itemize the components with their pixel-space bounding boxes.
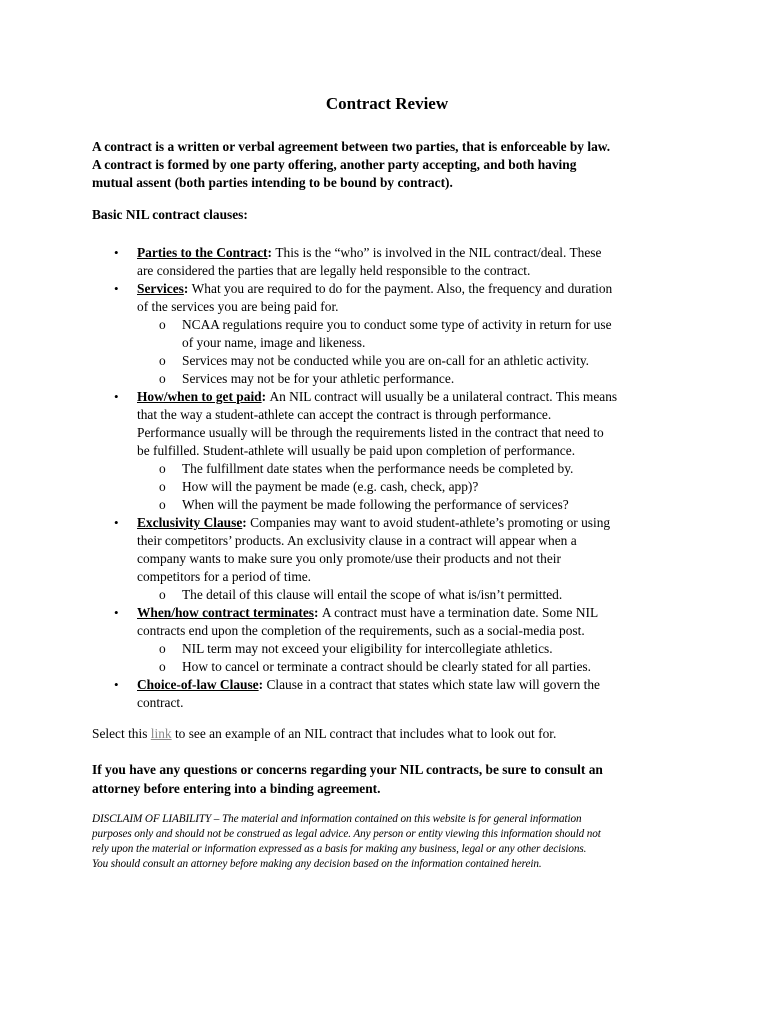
sub-point-item (137, 370, 682, 388)
clause-term: Parties to the Contract (137, 245, 268, 260)
clause-text-line: their competitors’ products. An exclusivity clause in a contract will appear when a (137, 533, 577, 548)
disclaimer-line: rely upon the material or information expressed as a basis for making any business, legal or any other decisions. (92, 843, 587, 855)
clause-text-line: contracts end upon the completion of the requirements, such as a social-media post. (137, 623, 585, 638)
circle-bullet-icon: o (159, 587, 166, 602)
sub-point-text: Services may not be conducted while you are on-call for an athletic activity. (182, 353, 590, 368)
sub-point-text: NCAA regulations require you to conduct some type of activity in return for use (182, 317, 612, 332)
circle-bullet-icon: o (159, 641, 166, 656)
bullet-icon: • (114, 515, 119, 530)
clauses-heading: Basic NIL contract clauses: (92, 207, 248, 222)
sub-point-item (137, 316, 682, 352)
clause-text-line: Performance usually will be through the requirements listed in the contract that need to (137, 425, 604, 440)
clause-text: What you are required to do for the payment. Also, the frequency and duration (191, 281, 613, 296)
sub-point-text: NIL term may not exceed your eligibility for intercollegiate athletics. (182, 641, 553, 656)
clause-text-line: that the way a student-athlete can accept the contract is through performance. (137, 407, 552, 422)
sub-point-list (137, 316, 682, 388)
sub-point-list (137, 460, 682, 514)
clause-term: Choice-of-law Clause (137, 677, 259, 692)
example-link-paragraph (92, 725, 682, 743)
clause-first-line: Choice-of-law Clause: Clause in a contract that states which state law will govern the (137, 677, 600, 692)
sub-point-list (137, 640, 682, 676)
circle-bullet-icon: o (159, 479, 166, 494)
sub-point-text: When will the payment be made following the performance of services? (182, 497, 569, 512)
clause-first-line: When/how contract terminates: A contract must have a termination date. Some NIL (137, 605, 599, 620)
intro-line: A contract is a written or verbal agreement between two parties, that is enforceable by law. (92, 139, 611, 154)
clause-text: This is the “who” is involved in the NIL contract/deal. These (275, 245, 602, 260)
consult-line: If you have any questions or concerns regarding your NIL contracts, be sure to consult an (92, 762, 603, 777)
circle-bullet-icon: o (159, 371, 166, 386)
clause-first-line: Exclusivity Clause: Companies may want to avoid student-athlete’s promoting or using (137, 515, 611, 530)
circle-bullet-icon: o (159, 497, 166, 512)
clause-first-line: Services: What you are required to do for the payment. Also, the frequency and duration (137, 281, 613, 296)
bullet-icon: • (114, 281, 119, 296)
circle-bullet-icon: o (159, 461, 166, 476)
clause-text-line: company wants to make sure you only promote/use their products and not their (137, 551, 561, 566)
sub-point-item (137, 586, 682, 604)
sub-point-text: How to cancel or terminate a contract should be clearly stated for all parties. (182, 659, 591, 674)
clause-text: Clause in a contract that states which state law will govern the (266, 677, 600, 692)
disclaimer-line: You should consult an attorney before making any decision based on the information contained herein. (92, 858, 542, 870)
consult-attorney-notice (92, 760, 682, 798)
sub-point-list (137, 586, 682, 604)
clause-item (92, 604, 682, 676)
consult-line: attorney before entering into a binding agreement. (92, 781, 381, 796)
sub-point-item (137, 640, 682, 658)
disclaimer-line: DISCLAIM OF LIABILITY – The material and information contained on this website is for general information (92, 813, 582, 825)
clause-text: Companies may want to avoid student-athlete’s promoting or using (250, 515, 611, 530)
sub-point-text: of your name, image and likeness. (182, 335, 366, 350)
sub-point-item (137, 496, 682, 514)
clause-text-line: are considered the parties that are legally held responsible to the contract. (137, 263, 531, 278)
clause-text-line: be fulfilled. Student-athlete will usually be paid upon completion of performance. (137, 443, 576, 458)
clause-item (92, 514, 682, 604)
clause-text-line: of the services you are being paid for. (137, 299, 339, 314)
bullet-icon: • (114, 677, 119, 692)
sub-point-text: Services may not be for your athletic performance. (182, 371, 455, 386)
example-contract-link[interactable]: link (150, 726, 172, 741)
clause-list (92, 244, 682, 712)
sub-point-text: The detail of this clause will entail the scope of what is/isn’t permitted. (182, 587, 563, 602)
clause-item (92, 676, 682, 712)
page-title: Contract Review (325, 94, 449, 113)
clause-item (92, 388, 682, 514)
clause-first-line: Parties to the Contract: This is the “who” is involved in the NIL contract/deal. These (137, 245, 602, 260)
clause-text: An NIL contract will usually be a unilateral contract. This means (269, 389, 618, 404)
clause-term: Exclusivity Clause (137, 515, 243, 530)
bullet-icon: • (114, 389, 119, 404)
intro-paragraph (92, 138, 682, 192)
clause-first-line: How/when to get paid: An NIL contract will usually be a unilateral contract. This means (137, 389, 618, 404)
disclaimer-line: purposes only and should not be construed as legal advice. Any person or entity viewing this information should not (92, 828, 601, 840)
bullet-icon: • (114, 605, 119, 620)
sub-point-item (137, 658, 682, 676)
clause-item (92, 280, 682, 388)
clause-text: A contract must have a termination date. Some NIL (321, 605, 599, 620)
circle-bullet-icon: o (159, 659, 166, 674)
intro-line: mutual assent (both parties intending to be bound by contract). (92, 175, 453, 190)
clause-term: Services (137, 281, 184, 296)
sub-point-text: How will the payment be made (e.g. cash, check, app)? (182, 479, 479, 494)
clause-text-line: contract. (137, 695, 184, 710)
sub-point-item (137, 352, 682, 370)
intro-line: A contract is formed by one party offering, another party accepting, and both having (92, 157, 577, 172)
clause-term: How/when to get paid (137, 389, 262, 404)
sub-point-text: The fulfillment date states when the performance needs be completed by. (182, 461, 574, 476)
example-link-text-after: to see an example of an NIL contract that includes what to look out for. (171, 726, 557, 741)
liability-disclaimer (92, 812, 682, 872)
clause-text-line: competitors for a period of time. (137, 569, 312, 584)
circle-bullet-icon: o (159, 317, 166, 332)
circle-bullet-icon: o (159, 353, 166, 368)
clause-term: When/how contract terminates (137, 605, 315, 620)
bullet-icon: • (114, 245, 119, 260)
example-link-text-before: Select this (92, 726, 151, 741)
sub-point-item (137, 478, 682, 496)
sub-point-item (137, 460, 682, 478)
clause-item (92, 244, 682, 280)
